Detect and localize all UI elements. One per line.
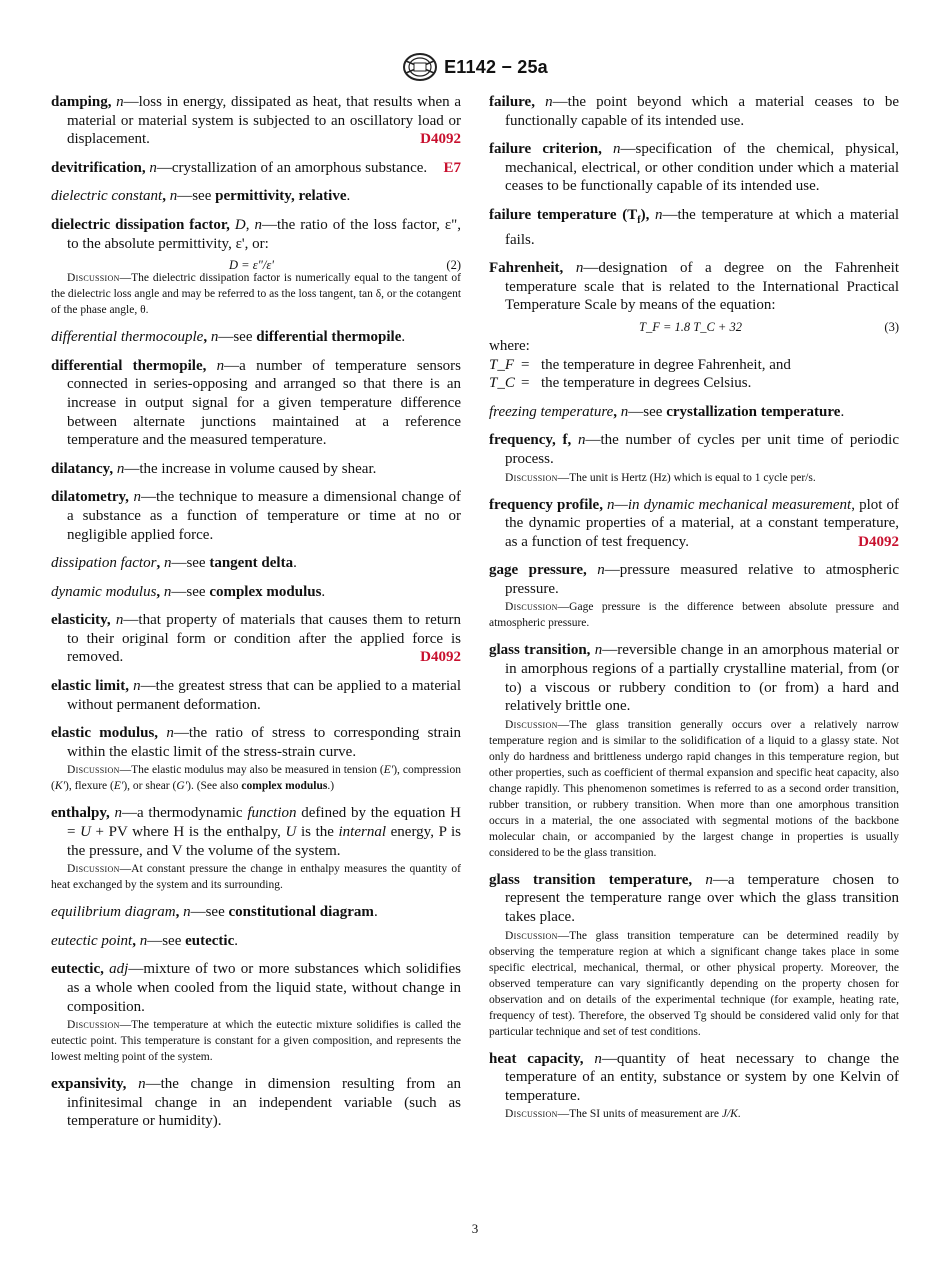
discussion-note: Discussion—The temperature at which the eutectic mixture solidifies is called the eutectic point. This temperature is constant for a given composition, and represents the lowest melting point of the system.: [51, 1019, 461, 1064]
page-number: 3: [471, 1221, 479, 1236]
discussion-note: Discussion—The glass transition generally occurs over a relatively narrow temperature region and is similar to the solidification of a liquid to a glassy state. Not only do hardness and brittleness undergo rapid changes in this temperature region, but other properties, such as coefficient of thermal expansion and specific heat capacity, also change rapidly. This phenomenon sometimes is referred to as a second order transition, rubber transition, or rubbery transition. When more than one amorphous transition occurs in a material, the one associated with segmental motions of the backbone molecular chain, or accompanied by the largest change in properties is usually considered to be the glass transition.: [489, 718, 899, 859]
entry-frequency-profile: frequency profile, n—in dynamic mechanical measurement, plot of the dynamic properties of a material, at a constant temperature, as a function of test frequency. D4092: [489, 496, 899, 550]
entry-elastic-limit: elastic limit, n—the greatest stress that can be applied to a material without permanent deformation.: [51, 678, 461, 713]
discussion-note: Discussion—Gage pressure is the difference between absolute pressure and atmospheric pressure.: [489, 601, 899, 630]
discussion-note: Discussion—The elastic modulus may also be measured in tension (E'), compression (K'), flexure (E'), or shear (G'). (See also complex modulus.): [51, 764, 461, 793]
entry-differential-thermopile: differential thermopile, n—a number of temperature sensors connected in series-opposing and arranged so that there is an increase in output signal for a given temperature difference between alternate junctions maintained at a reference temperature and the measured temperature.: [51, 357, 462, 449]
discussion-note: Discussion—The dielectric dissipation factor is numerically equal to the tangent of the dielectric loss angle and may be referred to as the loss tangent, tan δ, or the cotangent of the phase angle, θ.: [51, 272, 462, 317]
entry-freezing-temperature: freezing temperature, n—see crystallization temperature.: [489, 403, 845, 420]
left-column: [51, 93, 461, 1141]
entry-dissipation-factor: dissipation factor, n—see tangent delta.: [51, 555, 297, 572]
variable-row: T_F = the temperature in degree Fahrenheit, and: [489, 356, 791, 373]
entry-devitrification: devitrification, n—crystallization of an amorphous substance. E7: [51, 159, 461, 176]
variable-definitions: [489, 356, 791, 393]
page-header: [0, 52, 950, 86]
astm-logo-icon: [402, 52, 438, 82]
where-block: where: T_F = the temperature in degree Fahrenheit, and T_C = the temperature in degrees Celsius.: [489, 337, 791, 392]
entry-elasticity: elasticity, n—that property of materials that causes them to return to their original form or condition after the applied force is removed. D4092: [51, 612, 461, 666]
entry-expansivity: expansivity, n—the change in dimension resulting from an infinitesimal change in an independent variable (such as temperature or humidity).: [51, 1076, 462, 1130]
discussion-note: Discussion—The SI units of measurement are J/K.: [505, 1108, 741, 1121]
document-designation: E1142 − 25a: [444, 56, 548, 77]
entry-fahrenheit: Fahrenheit, n—designation of a degree on the Fahrenheit temperature scale that is related to the International Practical Temperature Scale by means of the equation:: [489, 260, 900, 314]
entry-equilibrium-diagram: equilibrium diagram, n—see constitutional diagram.: [51, 904, 378, 921]
source-reference: E7: [443, 159, 461, 176]
entry-frequency: frequency, f, n—the number of cycles per unit time of periodic process.: [489, 432, 899, 467]
source-reference: D4092: [420, 649, 461, 666]
discussion-note: Discussion—The unit is Hertz (Hz) which is equal to 1 cycle per/s.: [505, 471, 816, 484]
discussion-note: Discussion—The glass transition temperature can be determined readily by observing the temperature region at which a significant change takes place in some specific electrical, mechanical, thermal, or other physical property. Moreover, the observed temperature can vary significantly depending on the property chosen for observation and on details of the experimental technique (for example, heating rate, frequency of test). Therefore, the observed Tg should be considered valid only for that particular technique and set of test conditions.: [489, 929, 899, 1038]
entry-elastic-modulus: elastic modulus, n—the ratio of stress to corresponding strain within the elastic limit of the stress-strain curve.: [51, 725, 461, 760]
entry-differential-thermocouple: differential thermocouple, n—see differential thermopile.: [51, 329, 406, 346]
entry-heat-capacity: heat capacity, n—quantity of heat necessary to change the temperature of an entity, substance or system by one Kelvin of temperature.: [489, 1050, 899, 1104]
variable-row: T_C = the temperature in degrees Celsius.: [489, 375, 752, 392]
source-reference: D4092: [858, 533, 899, 550]
source-reference: D4092: [420, 131, 461, 148]
entry-damping: damping, n—loss in energy, dissipated as heat, that results when a material or material system is subjected to an oscillatory load or displacement. D4092: [51, 94, 461, 148]
right-column: [489, 93, 899, 1132]
entry-dynamic-modulus: dynamic modulus, n—see complex modulus.: [51, 583, 326, 600]
entry-dilatometry: dilatometry, n—the technique to measure a dimensional change of a substance as a function of temperature or time at no or negligible applied force.: [51, 489, 461, 543]
entry-glass-transition-temperature: glass transition temperature, n—a temperature chosen to represent the temperature range over which the glass transition takes place.: [489, 871, 899, 926]
entry-glass-transition: glass transition, n—reversible change in an amorphous material or in amorphous regions of a partially crystalline material, from (or to) a viscous or rubbery condition to (or from) a hard and relatively brittle one.: [489, 642, 899, 715]
entry-eutectic: eutectic, adj—mixture of two or more substances which solidifies as a whole when cooled from the liquid state, without change in composition.: [51, 961, 462, 1015]
equation-2: D = ε"/ε' (2): [229, 258, 461, 273]
entry-enthalpy: enthalpy, n—a thermodynamic function defined by the equation H = U + PV where H is the enthalpy, U is the internal energy, P is the pressure, and V the volume of the system.: [51, 805, 462, 859]
entry-dielectric-dissipation-factor: dielectric dissipation factor, D, n—the ratio of the loss factor, ε", to the absolute permittivity, ε', or:: [51, 216, 462, 252]
entry-gage-pressure: gage pressure, n—pressure measured relative to atmospheric pressure.: [489, 562, 900, 597]
entry-failure: failure, n—the point beyond which a material ceases to be functionally capable of its intended use.: [489, 94, 900, 129]
equation-3: T_F = 1.8 T_C + 32 (3): [639, 319, 899, 334]
entry-failure-temperature: failure temperature $(T_f)$, n—the temperature at which a material fails.: [489, 206, 900, 248]
entry-eutectic-point: eutectic point, n—see eutectic.: [51, 932, 239, 949]
entry-dielectric-constant: dielectric constant, n—see permittivity, relative.: [51, 188, 351, 205]
entry-dilatancy: dilatancy, n—the increase in volume caused by shear.: [51, 460, 377, 477]
discussion-note: Discussion—At constant pressure the change in enthalpy measures the quantity of heat exchanged by the system and its surrounding.: [51, 863, 461, 892]
entry-failure-criterion: failure criterion, n—specification of the chemical, physical, mechanical, electrical, or other condition under which a material ceases to be functionally capable of its intended use.: [489, 141, 900, 195]
